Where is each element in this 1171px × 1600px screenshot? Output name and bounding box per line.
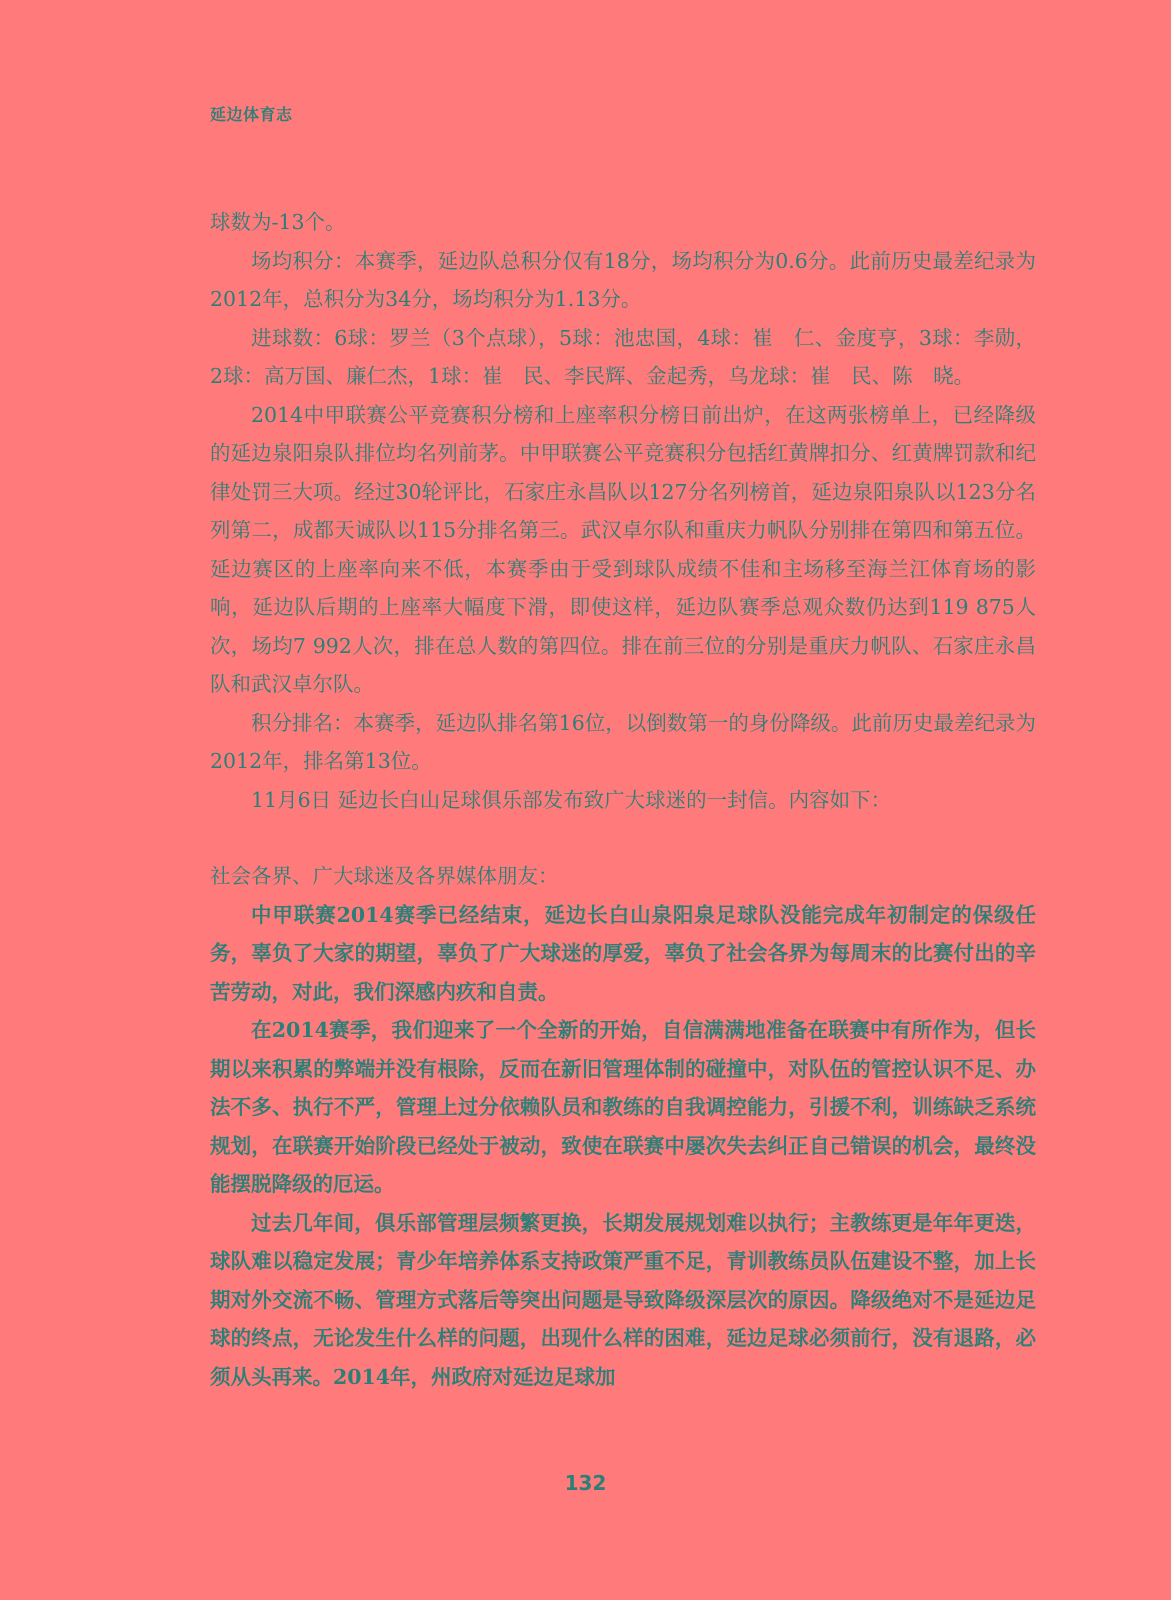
body-paragraph-average-points: 场均积分：本赛季，延边队总积分仅有18分，场均积分为0.6分。此前历史最差纪录为2012年，总积分为34分，场均积分为1.13分。 [210, 248, 1036, 311]
letter-paragraph: 过去几年间，俱乐部管理层频繁更换，长期发展规划难以执行；主教练更是年年更迭，球队难以稳定发展；青少年培养体系支持政策严重不足，青训教练员队伍建设不整，加上长期对外交流不畅、管理方式落后等突出问题是导致降级深层次的原因。降级绝对不是延边足球的终点，无论发生什么样的问题，出现什么样的困难，延边足球必须前行，没有退路，必须从头再来。2014年，州政府对延边足球加 [210, 1210, 1036, 1389]
section-gap [210, 819, 1036, 857]
body-paragraph-goals: 进球数：6球：罗兰（3个点球），5球：池忠国，4球：崔 仁、金度亨，3球：李勋，2球：高万国、廉仁杰，1球：崔 民、李民辉、金起秀，乌龙球：崔 民、陈 晓。 [210, 325, 1036, 388]
letter-salutation: 社会各界、广大球迷及各界媒体朋友： [210, 864, 559, 888]
page-number: 132 [564, 1471, 607, 1495]
body-paragraph-fair-play: 2014中甲联赛公平竞赛积分榜和上座率积分榜日前出炉，在这两张榜单上，已经降级的延边泉阳泉队排位均名列前茅。中甲联赛公平竞赛积分包括红黄牌扣分、红黄牌罚款和纪律处罚三大项。经过30轮评比，石家庄永昌队以127分名列榜首，延边泉阳泉队以123分名列第二，成都天诚队以115分排名第三。武汉卓尔队和重庆力帆队分别排在第四和第五位。延边赛区的上座率向来不低，本赛季由于受到球队成绩不佳和主场移至海兰江体育场的影响，延边队后期的上座率大幅度下滑，即使这样，延边队赛季总观众数仍达到119 875人次，场均7 992人次，排在总人数的第四位。排在前三位的分别是重庆力帆队、石家庄永昌队和武汉卓尔队。 [210, 402, 1036, 696]
running-header: 延边体育志 [210, 105, 293, 124]
page-content [210, 203, 1036, 1396]
letter-paragraph: 在2014赛季，我们迎来了一个全新的开始，自信满满地准备在联赛中有所作为，但长期以来积累的弊端并没有根除，反而在新旧管理体制的碰撞中，对队伍的管控认识不足、办法不多、执行不严，管理上过分依赖队员和教练的自我调控能力，引援不利，训练缺乏系统规划，在联赛开始阶段已经处于被动，致使在联赛中屡次失去纠正自己错误的机会，最终没能摆脱降级的厄运。 [210, 1018, 1036, 1196]
letter-paragraph: 中甲联赛2014赛季已经结束，延边长白山泉阳泉足球队没能完成年初制定的保级任务，辜负了大家的期望，辜负了广大球迷的厚爱，辜负了社会各界为每周末的比赛付出的辛苦劳动，对此，我们深感内疚和自责。 [210, 902, 1036, 1004]
body-paragraph-letter-intro: 11月6日 延边长白山足球俱乐部发布致广大球迷的一封信。内容如下： [251, 787, 892, 812]
body-paragraph-ranking: 积分排名：本赛季，延边队排名第16位，以倒数第一的身份降级。此前历史最差纪录为2012年，排名第13位。 [210, 710, 1036, 773]
body-paragraph-continuation: 球数为-13个。 [210, 210, 346, 234]
